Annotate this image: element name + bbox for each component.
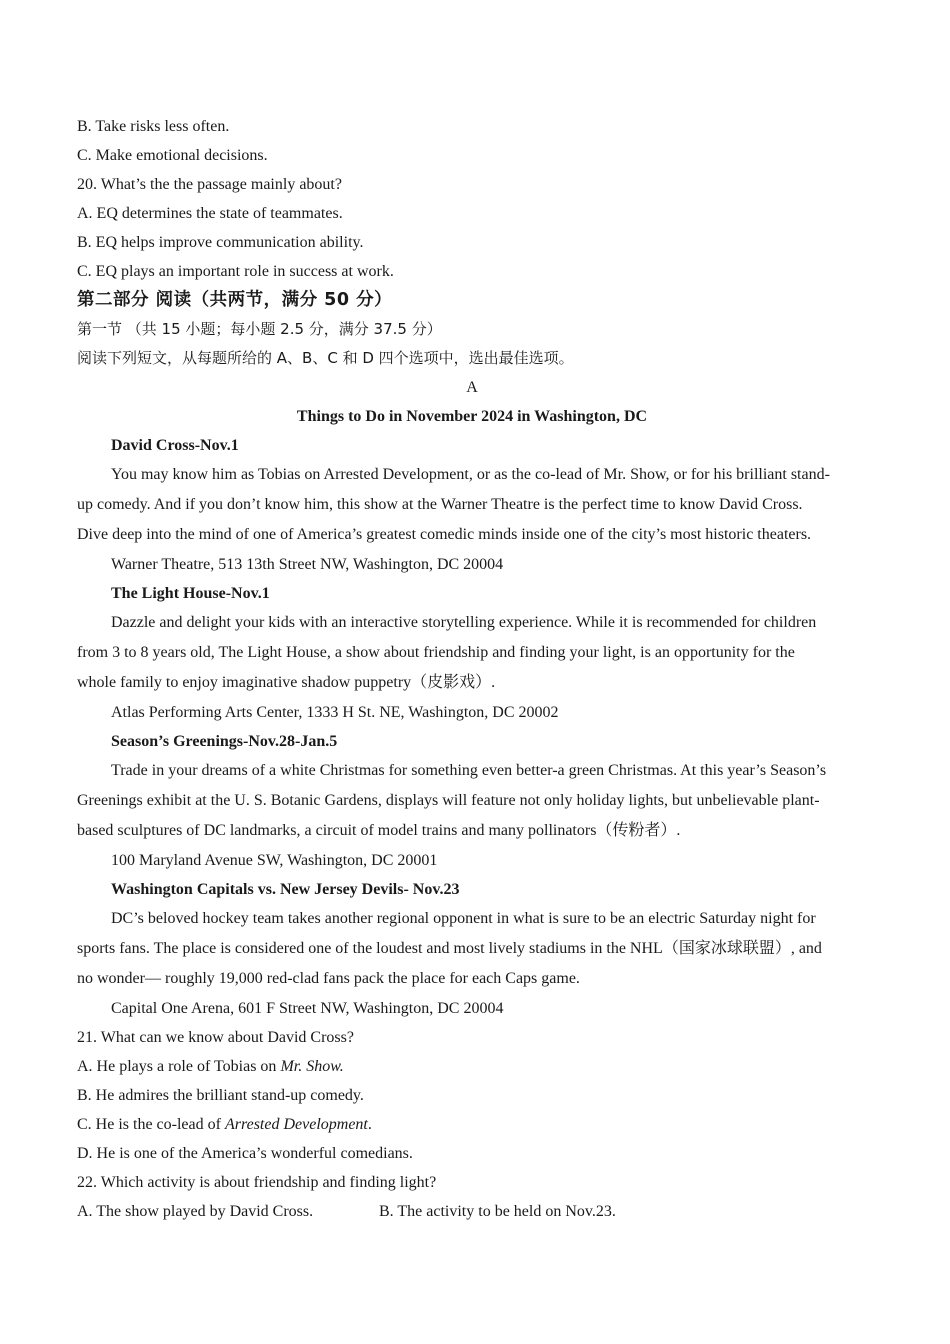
q21-stem: 21. What can we know about David Cross?: [77, 1029, 354, 1046]
event-title: Washington Capitals vs. New Jersey Devils- Nov.23: [111, 881, 460, 898]
event-description-line: Greenings exhibit at the U. S. Botanic Gardens, displays will feature not only holiday lights, but unbelievable plant-: [77, 792, 820, 809]
q21-option-c-text: C. He is the co-lead of: [77, 1116, 225, 1133]
q19-option-c: C. Make emotional decisions.: [77, 147, 268, 164]
q21-option-c: [77, 1110, 867, 1139]
event-description: [77, 608, 867, 698]
q22-options-row: [77, 1197, 867, 1226]
q21-option-a: [77, 1052, 867, 1081]
q21-option-d: D. He is one of the America’s wonderful comedians.: [77, 1145, 413, 1162]
event-title: The Light House-Nov.1: [111, 585, 270, 602]
event-address: Warner Theatre, 513 13th Street NW, Washington, DC 20004: [111, 556, 504, 573]
exam-page: [77, 112, 867, 1226]
reading-instruction: 阅读下列短文，从每题所给的 A、B、C 和 D 四个选项中，选出最佳选项。: [77, 349, 574, 367]
event-description: [77, 904, 867, 994]
event-description-line: DC’s beloved hockey team takes another regional opponent in what is sure to be an electric Saturday night for: [111, 910, 816, 927]
event-title: Season’s Greenings-Nov.28-Jan.5: [111, 733, 338, 750]
q22-stem: 22. Which activity is about friendship and finding light?: [77, 1174, 437, 1191]
event-description-line: Dive deep into the mind of one of America’s greatest comedic minds inside one of the city’s most historic theaters.: [77, 526, 812, 543]
q20-stem: 20. What’s the the passage mainly about?: [77, 176, 342, 193]
passage-letter: A: [466, 379, 478, 396]
event-description-line: whole family to enjoy imaginative shadow puppetry（皮影戏）.: [77, 674, 496, 691]
event-description-line: Dazzle and delight your kids with an interactive storytelling experience. While it is recommended for children: [111, 614, 817, 631]
q20-option-c: C. EQ plays an important role in success at work.: [77, 263, 394, 280]
q20-option-a: A. EQ determines the state of teammates.: [77, 205, 343, 222]
passage-title: Things to Do in November 2024 in Washington, DC: [296, 408, 648, 425]
q22-option-b: B. The activity to be held on Nov.23.: [379, 1203, 616, 1220]
part2-heading: 第二部分 阅读（共两节，满分 50 分）: [77, 290, 393, 310]
q21-option-a-text: A. He plays a role of Tobias on: [77, 1058, 281, 1075]
event-description-line: Trade in your dreams of a white Christmas for something even better-a green Christmas. At this year’s Season’s: [111, 762, 827, 779]
event-address: Atlas Performing Arts Center, 1333 H St. NE, Washington, DC 20002: [111, 704, 559, 721]
event-description-line: from 3 to 8 years old, The Light House, a show about friendship and finding your light, is an opportunity for the: [77, 644, 795, 661]
event-description-line: no wonder— roughly 19,000 red-clad fans pack the place for each Caps game.: [77, 970, 580, 987]
q21-option-c-title: Arrested Development: [224, 1116, 368, 1133]
event-description: [77, 460, 867, 550]
event-description-line: up comedy. And if you don’t know him, this show at the Warner Theatre is the perfect time to know David Cross.: [77, 496, 803, 513]
event-description: [77, 756, 867, 846]
q21-option-a-title: Mr. Show.: [280, 1058, 344, 1075]
q21-option-b: B. He admires the brilliant stand-up comedy.: [77, 1087, 364, 1104]
section1-info: 第一节 （共 15 小题；每小题 2.5 分，满分 37.5 分）: [77, 320, 442, 338]
q21-option-c-period: .: [367, 1116, 372, 1133]
q19-option-b: B. Take risks less often.: [77, 118, 230, 135]
event-title: David Cross-Nov.1: [111, 437, 239, 454]
event-address: Capital One Arena, 601 F Street NW, Washington, DC 20004: [111, 1000, 504, 1017]
event-description-line: You may know him as Tobias on Arrested Development, or as the co-lead of Mr. Show, or for his brilliant stand-: [111, 466, 830, 483]
q22-option-a: A. The show played by David Cross.: [77, 1203, 314, 1220]
q20-option-b: B. EQ helps improve communication ability.: [77, 234, 364, 251]
event-description-line: based sculptures of DC landmarks, a circuit of model trains and many pollinators（传粉者）.: [77, 822, 681, 839]
event-address: 100 Maryland Avenue SW, Washington, DC 20001: [111, 852, 438, 869]
event-description-line: sports fans. The place is considered one of the loudest and most lively stadiums in the NHL（国家冰球联盟）, and: [77, 940, 822, 957]
